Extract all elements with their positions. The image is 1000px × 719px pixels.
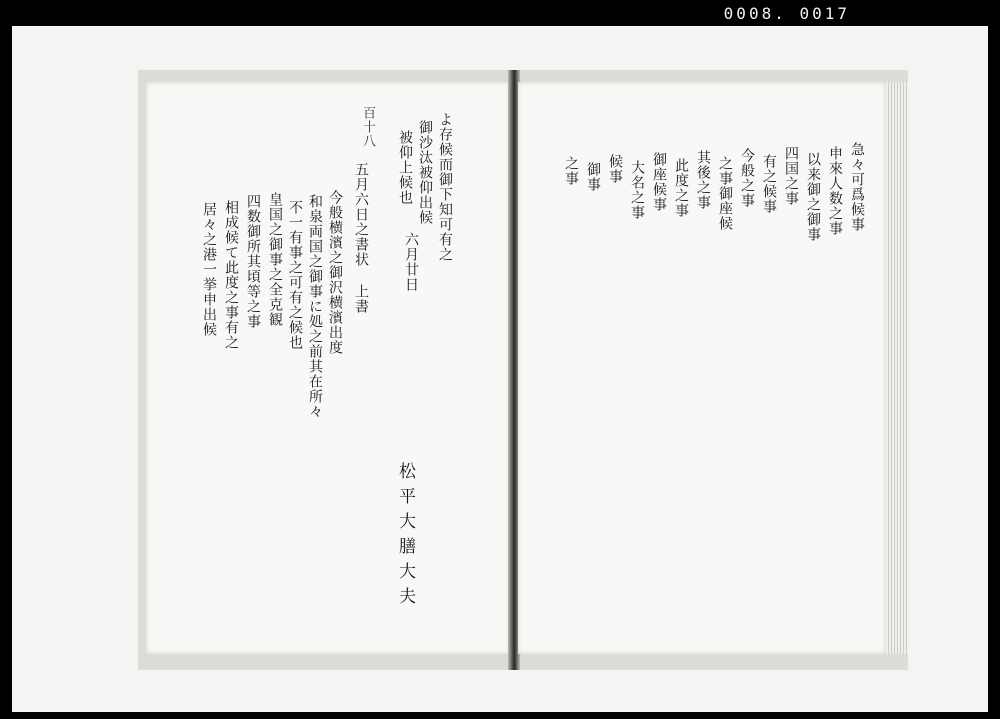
body-line: 今般横濱之御沢横濱出度	[327, 190, 343, 355]
body-line: 大名之事	[629, 160, 645, 220]
page-edges	[886, 82, 908, 654]
body-line: 之事	[563, 156, 579, 186]
body-line: 以来御之御事	[805, 152, 821, 242]
body-line: 和泉両国之御事に処之前其在所々	[307, 194, 323, 419]
page-number: 百十八	[360, 106, 375, 148]
left-page	[146, 82, 510, 654]
right-page	[518, 82, 886, 654]
body-line: 此度之事	[673, 158, 689, 218]
body-line: 御座候事	[651, 152, 667, 212]
body-line: 居々之港一挙申出候	[201, 202, 217, 337]
body-line: 皇国之御事之全克観	[267, 192, 283, 327]
open-book	[138, 70, 908, 670]
body-line: 急々可爲候事	[849, 142, 865, 232]
closing-date: 六月廿日	[403, 232, 419, 292]
body-line: 有之候事	[761, 154, 777, 214]
body-line: 御事	[585, 162, 601, 192]
body-line: 四国之事	[783, 146, 799, 206]
film-frame-number: 0008. 0017	[723, 4, 850, 23]
letter-line: 被仰上候也	[397, 130, 413, 205]
body-line: 四数御所其頃等之事	[245, 194, 261, 329]
body-line: 相成候て此度之事有之	[223, 200, 239, 350]
body-line: 其後之事	[695, 150, 711, 210]
body-line: 之事御座候	[717, 156, 733, 231]
letter-line: 御沙汰被仰出候	[417, 120, 433, 225]
date-line: 五月六日之書状 上書	[353, 162, 369, 314]
body-line: 申來人数之事	[827, 146, 843, 236]
body-line: 今般之事	[739, 148, 755, 208]
signature: 松平大膳大夫	[395, 462, 415, 612]
body-line: 不一有事之可有之候也	[287, 200, 303, 350]
letter-line: よ存候而御下知可有之	[437, 112, 453, 262]
body-line: 候事	[607, 154, 623, 184]
